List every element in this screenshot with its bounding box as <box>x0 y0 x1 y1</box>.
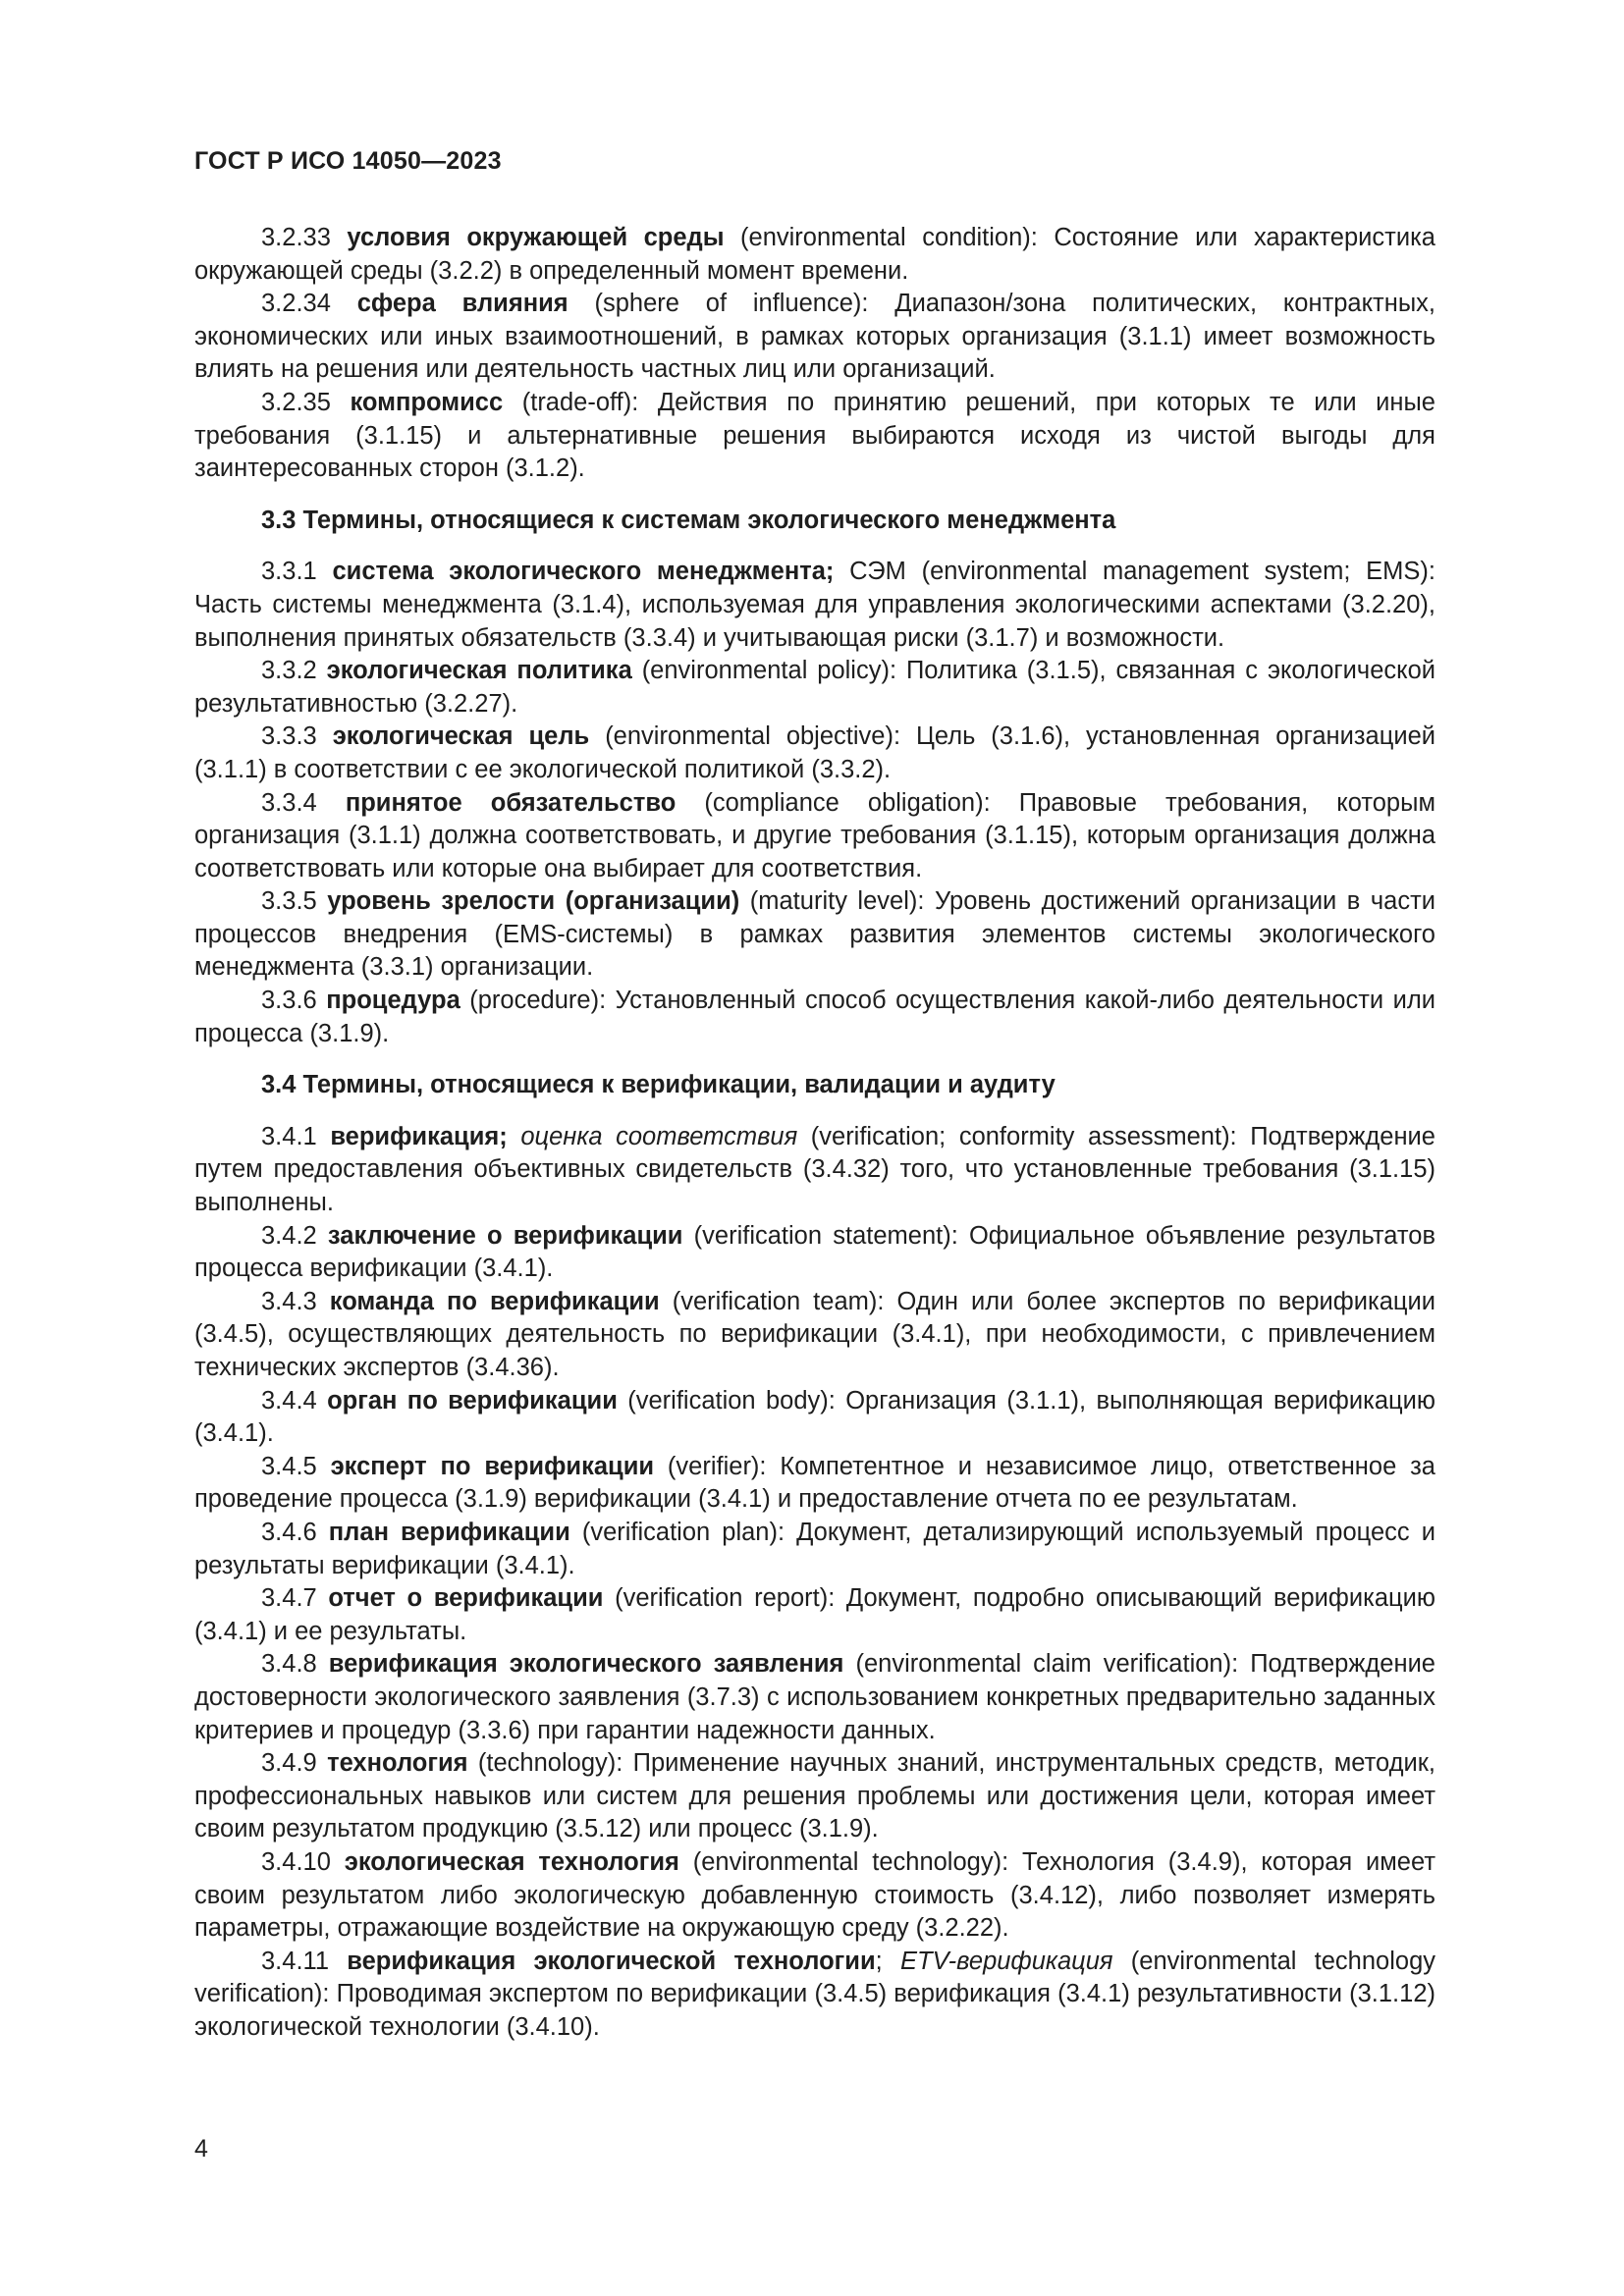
term-definition <box>194 222 1435 288</box>
term-number: 3.2.35 <box>261 388 331 416</box>
term-description: (compliance obligation): Правовые требования, которым организация (3.1.1) должна соответствовать, и другие требования (3.1.15), которым организация должна соответствовать или которые она выбирает для соответствия. <box>194 788 1435 882</box>
term-definition <box>194 1648 1435 1747</box>
term-definition <box>194 1946 1435 2045</box>
term-number: 3.4.5 <box>261 1452 317 1480</box>
term-description: (environmental claim verification): Подтверждение достоверности экологического заявления (3.7.3) с использованием конкретных предварительно заданных критериев и процедур (3.3.6) при гарантии надежности данных. <box>194 1650 1435 1744</box>
term-number: 3.3.4 <box>261 788 317 817</box>
term-description: (trade-off): Действия по принятию решений, при которых те или иные требования (3.1.15) и альтернативные решения выбираются исходя из чистой выгоды для заинтересованных сторон (3.1.2). <box>194 388 1435 483</box>
document-body <box>194 222 1435 2044</box>
term-description: (procedure): Установленный способ осуществления какой-либо деятельности или процесса (3.1.9). <box>194 987 1435 1047</box>
term-number: 3.4.3 <box>261 1287 317 1315</box>
term-separator: ; <box>875 1947 883 1975</box>
term-description: (verification; conformity assessment): Подтверждение путем предоставления объективных свидетельств (3.4.32) того, что установленные требования (3.1.15) выполнены. <box>194 1122 1435 1217</box>
term-name: условия окружающей среды <box>347 224 725 251</box>
term-description: (environmental technology): Технология (3.4.9), которая имеет своим результатом либо экологическую добавленную стоимость (3.4.12), либо позволяет измерять параметры, отражающие воздействие на окружающую среду (3.2.22). <box>194 1847 1435 1943</box>
term-name: верификация экологической технологии <box>347 1947 876 1975</box>
term-number: 3.4.7 <box>261 1584 317 1613</box>
term-definition <box>194 655 1435 721</box>
term-definition <box>194 1582 1435 1648</box>
term-name: верификация экологического заявления <box>328 1650 844 1679</box>
term-name: технология <box>327 1749 468 1778</box>
term-definition <box>194 721 1435 786</box>
term-definition <box>194 1846 1435 1946</box>
term-description: (verification statement): Официальное объявление результатов процесса верификации (3.4.1). <box>194 1221 1435 1283</box>
term-definition <box>194 985 1435 1050</box>
term-name: экологическая цель <box>332 722 590 751</box>
term-number: 3.4.8 <box>261 1650 317 1679</box>
term-description: (environmental policy): Политика (3.1.5), связанная с экологической результативностью (3.2.27). <box>194 657 1436 718</box>
term-number: 3.3.5 <box>261 887 317 916</box>
term-name: принятое обязательство <box>345 788 677 817</box>
term-definition <box>194 1517 1435 1582</box>
section-heading: 3.3 Термины, относящиеся к системам экологического менеджмента <box>261 506 1116 534</box>
term-number: 3.3.6 <box>261 987 317 1015</box>
term-description: (verification report): Документ, подробно описывающий верификацию (3.4.1) и ее результаты. <box>194 1584 1435 1645</box>
term-definition <box>194 556 1435 655</box>
term-definition <box>194 1747 1435 1846</box>
term-name: команда по верификации <box>329 1287 660 1315</box>
term-name: уровень зрелости (организации) <box>327 887 740 916</box>
term-name: план верификации <box>328 1518 570 1546</box>
term-definition <box>194 1121 1435 1220</box>
term-number: 3.3.3 <box>261 722 317 751</box>
term-number: 3.3.2 <box>261 657 317 685</box>
term-description: (verification team): Один или более экспертов по верификации (3.4.5), осуществляющих деятельность по верификации (3.4.1), при необходимости, с привлечением технических экспертов (3.4.36). <box>194 1287 1436 1381</box>
term-definition <box>194 288 1435 387</box>
term-description: СЭМ (environmental management system; EMS): Часть системы менеджмента (3.1.4), используемая для управления экологическими аспектами (3.2.20), выполнения принятых обязательств (3.3.4) и учитывающая риски (3.1.7) и возможности. <box>194 558 1435 652</box>
term-description: (sphere of influence): Диапазон/зона политических, контрактных, экономических или иных взаимоотношений, в рамках которых организация (3.1.1) имеет возможность влиять на решения или деятельность частных лиц или организаций. <box>194 290 1435 384</box>
page-number: 4 <box>194 2135 208 2163</box>
term-definition <box>194 885 1435 985</box>
term-description: (environmental objective): Цель (3.1.6), установленная организацией (3.1.1) в соответствии с ее экологической политикой (3.3.2). <box>194 722 1436 783</box>
term-name: заключение о верификации <box>327 1221 683 1250</box>
term-description: (environmental condition): Состояние или характеристика окружающей среды (3.2.2) в определенный момент времени. <box>194 224 1435 285</box>
term-description: (technology): Применение научных знаний, инструментальных средств, методик, профессиональных навыков или систем для решения проблемы или достижения цели, которая имеет своим результатом продукцию (3.5.12) или процесс (3.1.9). <box>194 1749 1435 1843</box>
term-name: верификация; <box>330 1122 508 1150</box>
term-number: 3.4.4 <box>261 1386 317 1415</box>
term-synonym: ETV-верификация <box>900 1947 1113 1975</box>
term-number: 3.3.1 <box>261 558 317 586</box>
term-number: 3.4.6 <box>261 1518 317 1546</box>
term-name: эксперт по верификации <box>330 1452 655 1480</box>
term-definition <box>194 1451 1435 1517</box>
term-definition <box>194 1286 1435 1385</box>
term-description: (verification body): Организация (3.1.1), выполняющая верификацию (3.4.1). <box>194 1386 1435 1448</box>
term-name: экологическая технология <box>344 1847 679 1876</box>
term-synonym: оценка соответствия <box>520 1122 798 1150</box>
document-header: ГОСТ Р ИСО 14050—2023 <box>194 147 502 175</box>
section-heading: 3.4 Термины, относящиеся к верификации, валидации и аудиту <box>261 1071 1056 1099</box>
term-name: компромисс <box>350 388 504 416</box>
term-name: сфера влияния <box>356 290 568 318</box>
term-description: (maturity level): Уровень достижений организации в части процессов внедрения (EMS-системы) в рамках развития элементов системы экологического менеджмента (3.3.1) организации. <box>194 887 1435 982</box>
term-name: экологическая политика <box>326 657 632 685</box>
term-name: процедура <box>326 987 460 1015</box>
term-description: (verification plan): Документ, детализирующий используемый процесс и результаты верификации (3.4.1). <box>194 1518 1435 1579</box>
term-definition <box>194 1385 1435 1451</box>
term-number: 3.4.10 <box>261 1847 331 1876</box>
term-number: 3.4.2 <box>261 1221 317 1250</box>
term-name: орган по верификации <box>327 1386 618 1415</box>
term-number: 3.2.34 <box>261 290 331 318</box>
term-number: 3.2.33 <box>261 224 331 251</box>
term-number: 3.4.11 <box>261 1947 330 1975</box>
term-name: система экологического менеджмента; <box>332 558 835 586</box>
term-definition <box>194 1220 1435 1286</box>
term-description: (environmental technology verification): Проводимая экспертом по верификации (3.4.5) верификация (3.4.1) результативности (3.1.12) экологической технологии (3.4.10). <box>194 1947 1436 2041</box>
term-name: отчет о верификации <box>328 1584 604 1613</box>
term-number: 3.4.1 <box>261 1122 317 1150</box>
term-description: (verifier): Компетентное и независимое лицо, ответственное за проведение процесса (3.1.9) верификации (3.4.1) и предоставление отчета по ее результатам. <box>194 1452 1435 1514</box>
term-number: 3.4.9 <box>261 1749 317 1778</box>
term-definition <box>194 787 1435 886</box>
term-definition <box>194 387 1435 486</box>
